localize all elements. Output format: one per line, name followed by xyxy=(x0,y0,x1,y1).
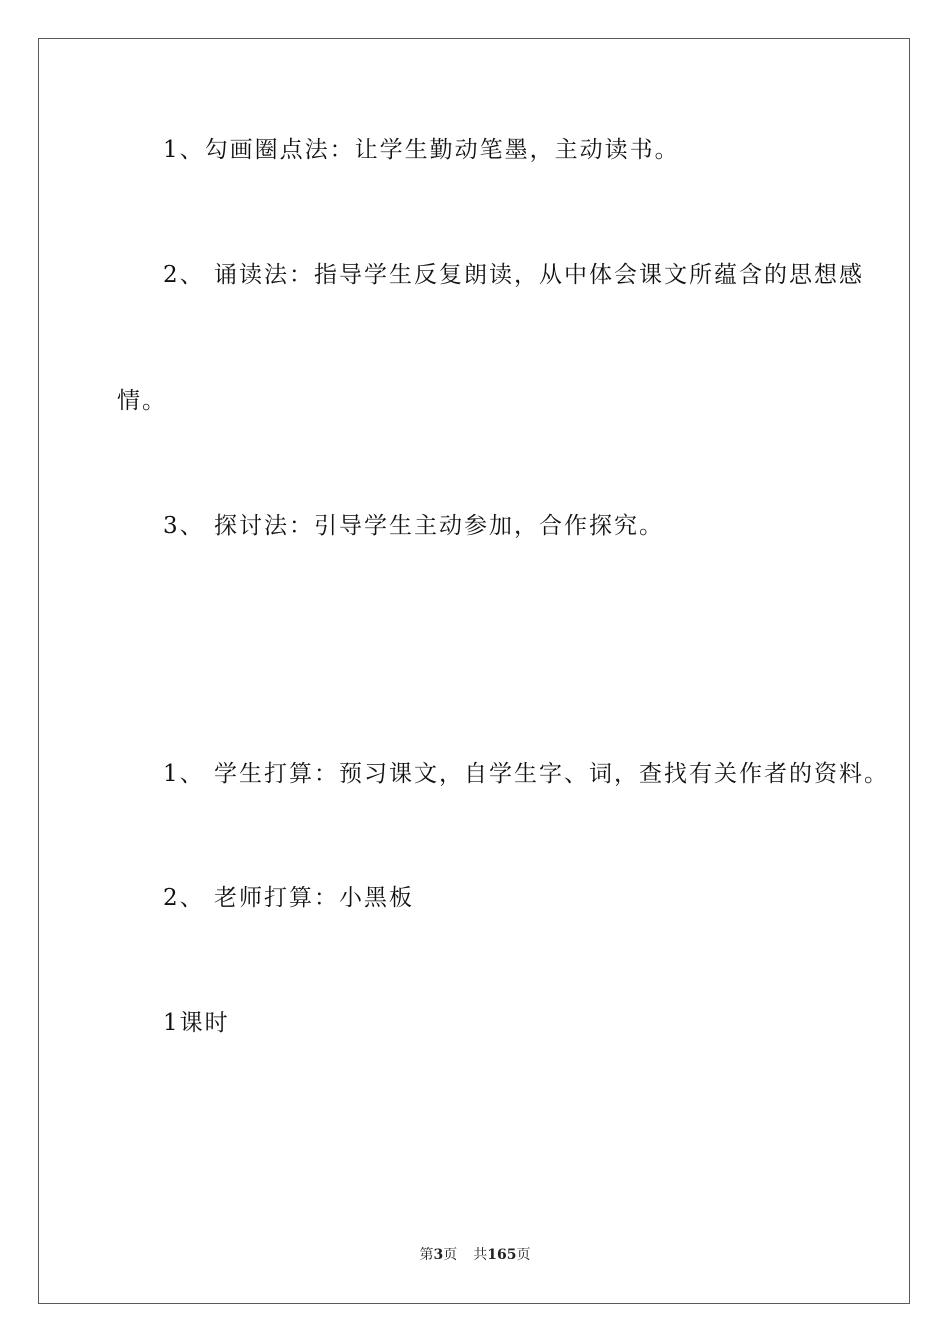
footer-page-number: 3 xyxy=(433,1247,444,1263)
page-footer xyxy=(0,1246,950,1264)
footer-page-prefix: 第 xyxy=(419,1247,434,1263)
footer-page-suffix: 页 xyxy=(443,1247,458,1263)
footer-total-prefix: 共 xyxy=(473,1247,488,1263)
text-line-method-1: 1、勾画圈点法：让学生勤动笔墨，主动读书。 xyxy=(163,137,680,163)
text-line-method-3: 3、 探讨法：引导学生主动参加，合作探究。 xyxy=(163,513,664,539)
text-line-method-2: 2、 诵读法：指导学生反复朗读，从中体会课文所蕴含的思想感 xyxy=(163,262,864,288)
text-line-prep-teacher: 2、 老师打算：小黑板 xyxy=(163,885,414,911)
footer-total-pages: 165 xyxy=(487,1247,517,1263)
footer-total-suffix: 页 xyxy=(516,1247,531,1263)
text-line-prep-student: 1、 学生打算：预习课文，自学生字、词，查找有关作者的资料。 xyxy=(163,761,889,787)
text-line-class-hours: 1课时 xyxy=(163,1010,230,1036)
page-border xyxy=(38,38,910,1304)
text-line-method-2-continued: 情。 xyxy=(117,388,167,414)
